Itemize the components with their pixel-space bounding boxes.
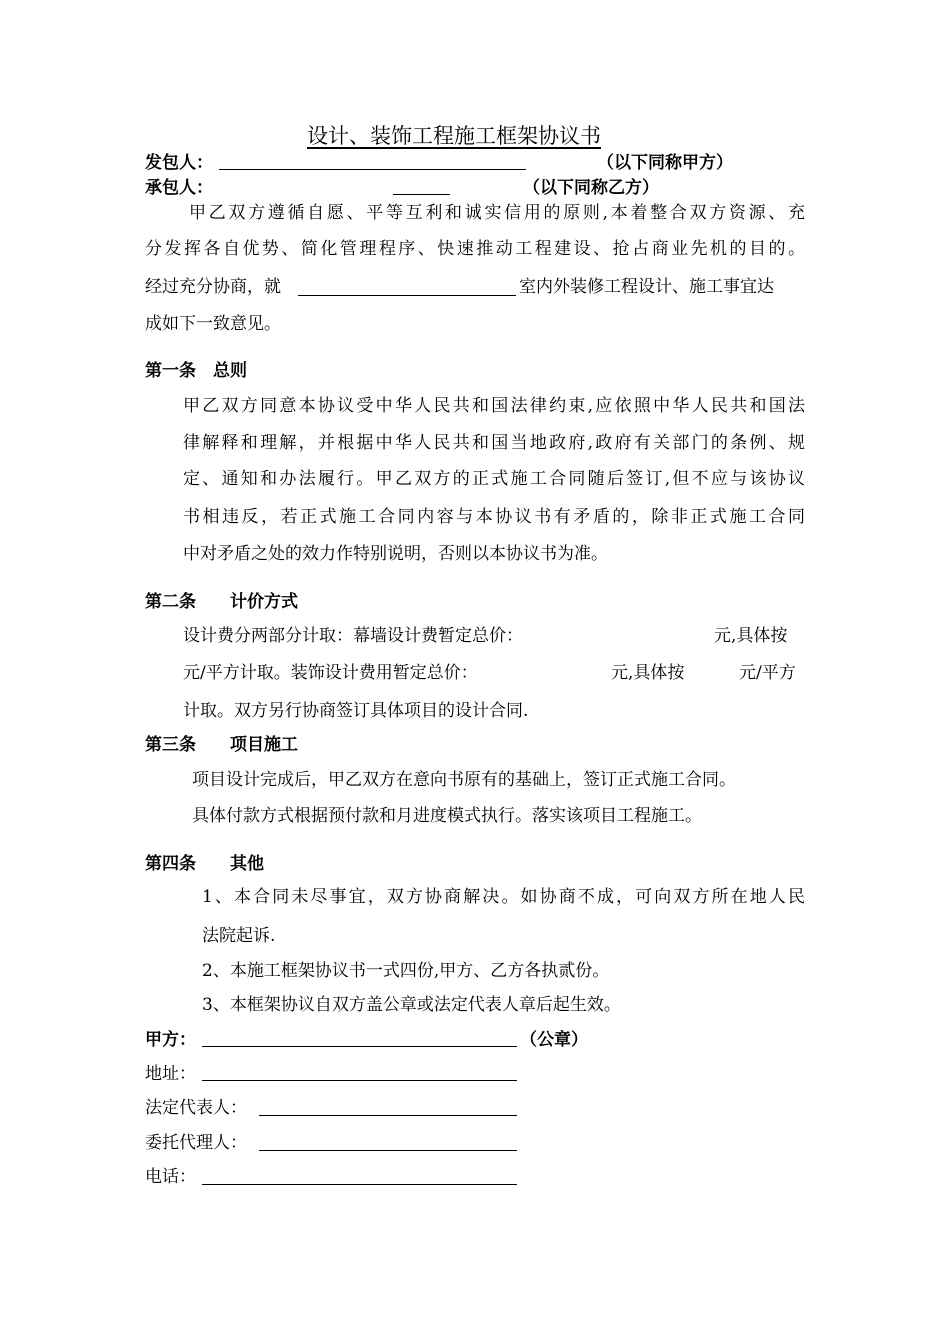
seal-note: （公章） bbox=[520, 1030, 588, 1050]
article4-item1-line2: 法院起诉. bbox=[202, 926, 276, 946]
article1-line-3: 定、通知和办法履行。甲乙双方的正式施工合同随后签订,但不应与该协议 bbox=[183, 469, 805, 489]
article1-line-1: 甲乙双方同意本协议受中华人民共和国法律约束,应依照中华人民共和国法 bbox=[183, 396, 805, 416]
article2-line-1a: 设计费分两部分计取：幕墙设计费暂定总价： bbox=[183, 626, 523, 646]
article2-line-2b: 元,具体按 bbox=[611, 663, 685, 683]
article1-line-4: 书相违反，若正式施工合同内容与本协议书有矛盾的，除非正式施工合同 bbox=[183, 507, 805, 527]
phone-label: 电话： bbox=[145, 1167, 196, 1187]
intro-line-4: 成如下一致意见。 bbox=[145, 314, 281, 334]
article1-heading: 第一条 总则 bbox=[145, 361, 247, 381]
article2-line-1b: 元,具体按 bbox=[714, 626, 788, 646]
article3-line-1: 项目设计完成后，甲乙双方在意向书原有的基础上，签订正式施工合同。 bbox=[192, 770, 736, 790]
contractor-label: 承包人： bbox=[145, 178, 213, 198]
article4-item3: 3、本框架协议自双方盖公章或法定代表人章后起生效。 bbox=[202, 995, 621, 1015]
article2-line-2a: 元/平方计取。装饰设计费用暂定总价： bbox=[183, 663, 478, 683]
employer-label: 发包人： bbox=[145, 153, 213, 173]
party-a-label: 甲方： bbox=[145, 1030, 196, 1050]
address-blank[interactable] bbox=[202, 1080, 517, 1081]
intro-line-2: 分发挥各自优势、简化管理程序、快速推动工程建设、抢占商业先机的目的。 bbox=[145, 239, 805, 259]
party-a-blank[interactable] bbox=[202, 1046, 517, 1047]
agent-blank[interactable] bbox=[259, 1150, 517, 1151]
agent-label: 委托代理人： bbox=[145, 1133, 247, 1153]
project-name-blank[interactable] bbox=[298, 295, 516, 296]
article4-item1-line1: 1、本合同未尽事宜，双方协商解决。如协商不成，可向双方所在地人民 bbox=[202, 887, 805, 907]
article1-line-5: 中对矛盾之处的效力作特别说明，否则以本协议书为准。 bbox=[183, 544, 608, 564]
contractor-note: （以下同称乙方） bbox=[523, 178, 659, 198]
legal-rep-label: 法定代表人： bbox=[145, 1098, 247, 1118]
article3-heading: 第三条 项目施工 bbox=[145, 735, 298, 755]
legal-rep-blank[interactable] bbox=[259, 1115, 517, 1116]
article3-line-2: 具体付款方式根据预付款和月进度模式执行。落实该项目工程施工。 bbox=[192, 806, 702, 826]
article4-item2: 2、本施工框架协议书一式四份,甲方、乙方各执贰份。 bbox=[202, 961, 610, 981]
article2-heading: 第二条 计价方式 bbox=[145, 592, 298, 612]
employer-blank[interactable] bbox=[219, 169, 526, 170]
article2-line-3: 计取。双方另行协商签订具体项目的设计合同. bbox=[183, 701, 529, 721]
intro-line-1: 甲乙双方遵循自愿、平等互利和诚实信用的原则,本着整合双方资源、充 bbox=[189, 203, 805, 223]
article4-heading: 第四条 其他 bbox=[145, 854, 264, 874]
phone-blank[interactable] bbox=[202, 1184, 517, 1185]
article2-line-2c: 元/平方 bbox=[739, 663, 796, 683]
intro-line-3a: 经过充分协商，就 bbox=[145, 277, 281, 297]
contractor-blank[interactable] bbox=[393, 194, 450, 195]
article1-line-2: 律解释和理解，并根据中华人民共和国当地政府,政府有关部门的条例、规 bbox=[183, 433, 805, 453]
employer-note: （以下同称甲方） bbox=[597, 153, 733, 173]
document-title: 设计、装饰工程施工框架协议书 bbox=[307, 124, 601, 148]
address-label: 地址： bbox=[145, 1064, 196, 1084]
intro-line-3b: 室内外装修工程设计、施工事宜达 bbox=[519, 277, 774, 297]
